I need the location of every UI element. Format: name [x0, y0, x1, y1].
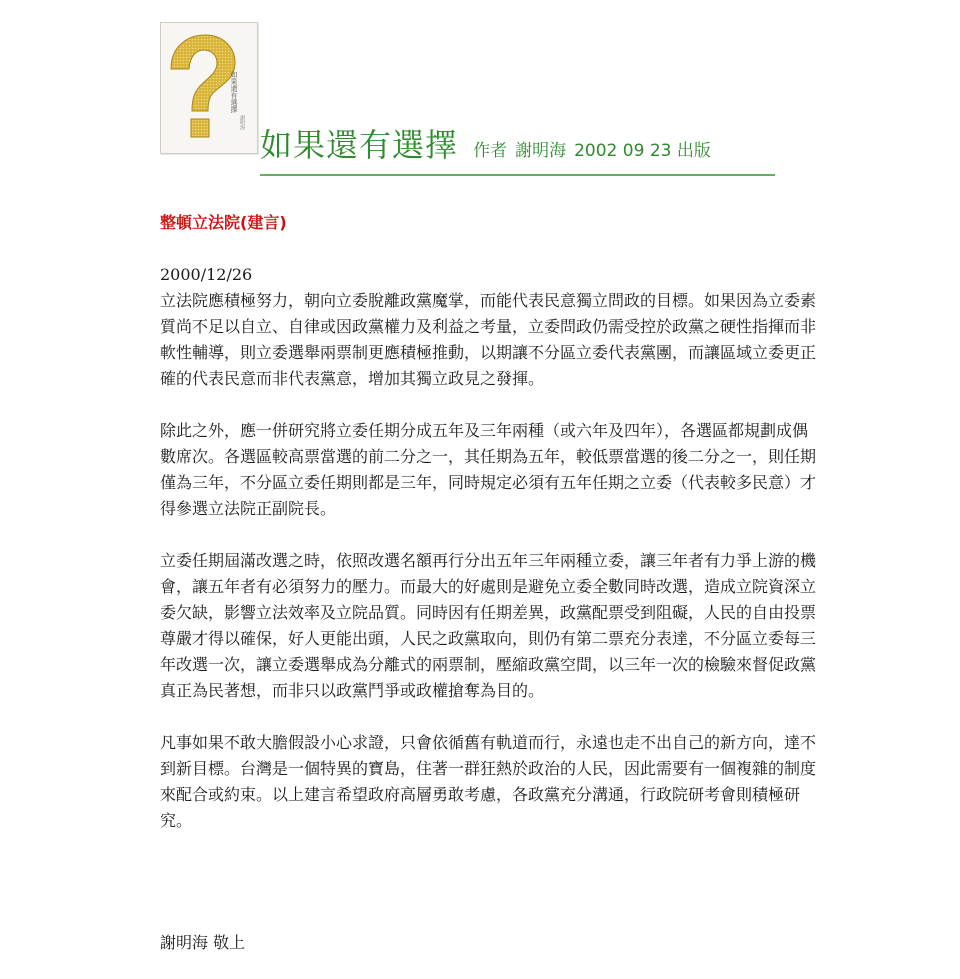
- article-paragraph: 除此之外，應一併研究將立委任期分成五年及三年兩種（或六年及四年），各選區都規劃成偶數席次。各選區較高票當選的前二分之一，其任期為五年，較低票當選的後二分之一，則任期僅為三年，不分區立委任期則都是三年，同時規定必須有五年任期之立委（代表較多民意）才得參選立法院正副院長。: [160, 421, 817, 518]
- signature: 謝明海 敬上: [160, 933, 246, 952]
- title-underline: [260, 174, 775, 176]
- book-cover-author: 謝明海: [239, 115, 245, 130]
- article-paragraph: 凡事如果不敢大膽假設小心求證，只會依循舊有軌道而行，永遠也走不出自己的新方向，達不到新目標。台灣是一個特異的寶島，住著一群狂熱於政治的人民，因此需要有一個複雜的制度來配合或約束。以上建言希望政府高層勇敢考慮，各政黨充分溝通，行政院研考會則積極研究。: [160, 733, 817, 830]
- book-meta: [473, 141, 719, 161]
- book-cover-title: 如果還有選擇: [230, 71, 238, 113]
- book-title: 如果還有選擇: [260, 126, 459, 164]
- paragraph-text: 立法院應積極努力，朝向立委脫離政黨魔掌，而能代表民意獨立問政的目標。如果因為立委素質尚不足以自立、自律或因政黨權力及利益之考量，立委問政仍需受控於政黨之硬性指揮而非軟性輔導，則立委選舉兩票制更應積極推動，以期讓不分區立委代表黨團，而讓區域立委更正確的代表民意而非代表黨意，增加其獨立政見之發揮。: [160, 291, 817, 388]
- book-cover: [160, 22, 258, 154]
- book-title-row: [260, 120, 719, 164]
- question-mark-icon: [161, 23, 257, 153]
- article-title: 整頓立法院(建言): [160, 213, 287, 232]
- edition-info: 2002 09 23 出版: [574, 141, 711, 161]
- book-header: [158, 20, 778, 170]
- author-name: 謝明海: [515, 141, 567, 161]
- author-label: 作者: [473, 141, 508, 161]
- article-body: [160, 262, 820, 860]
- article-paragraph: 立委任期屆滿改選之時，依照改選名額再行分出五年三年兩種立委，讓三年者有力爭上游的機會，讓五年者有必須努力的壓力。而最大的好處則是避免立委全數同時改選，造成立院資深立委欠缺，影響立法效率及立院品質。同時因有任期差異，政黨配票受到阻礙，人民的自由投票尊嚴才得以確保，好人更能出頭，人民之政黨取向，則仍有第二票充分表達，不分區立委每三年改選一次，讓立委選舉成為分離式的兩票制，壓縮政黨空間，以三年一次的檢驗來督促政黨真正為民著想，而非只以政黨鬥爭或政權搶奪為目的。: [160, 551, 817, 700]
- article-date: 2000/12/26: [160, 265, 253, 284]
- article-paragraph: [160, 262, 820, 392]
